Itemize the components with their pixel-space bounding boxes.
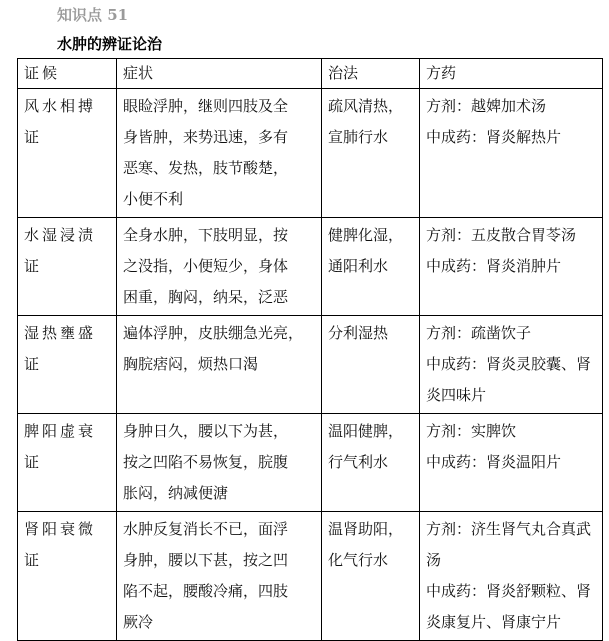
symptoms-cell: [117, 512, 322, 641]
table-row: [18, 316, 603, 414]
prescription-cell: [420, 512, 603, 641]
treatment-cell: [322, 316, 420, 414]
cell-text-line: 方剂：疏凿饮子: [426, 324, 532, 342]
cell-text-line: 胸脘痞闷，烦热口渴: [123, 355, 259, 373]
cell-text-line: 中成药：肾炎灵胶囊、肾: [426, 355, 592, 373]
cell-text-line: 温肾助阳，: [328, 520, 404, 538]
syndrome-cell: [18, 218, 117, 316]
cell-text-line: 湿热壅盛: [24, 324, 97, 342]
cell-text-line: 通阳利水: [328, 257, 389, 275]
cell-text-line: 水湿浸渍: [24, 226, 97, 244]
cell-text-line: 疏风清热，: [328, 97, 404, 115]
cell-text-line: 化气行水: [328, 551, 389, 569]
cell-text-line: 证: [24, 128, 43, 146]
cell-text-line: 胀闷，纳减便溏: [123, 484, 229, 502]
cell-text-line: 之没指，小便短少，身体: [123, 257, 289, 275]
cell-text-line: 身肿，腰以下甚，按之凹: [123, 551, 289, 569]
syndrome-cell: [18, 414, 117, 512]
prescription-cell: [420, 414, 603, 512]
table-row: [18, 89, 603, 218]
section-label: 知识点 51: [57, 6, 129, 24]
cell-text-line: 身肿日久，腰以下为甚，: [123, 422, 289, 440]
cell-text-line: 肾阳衰微: [24, 520, 97, 538]
cell-text-line: 水肿反复消长不已，面浮: [123, 520, 289, 538]
prescription-cell: [420, 316, 603, 414]
header-syndrome: 证候: [18, 59, 117, 89]
cell-text-line: 中成药：肾炎温阳片: [426, 453, 562, 471]
cell-text-line: 方剂：实脾饮: [426, 422, 517, 440]
cell-text-line: 困重，胸闷，纳呆，泛恶: [123, 288, 289, 306]
treatment-cell: [322, 218, 420, 316]
cell-text-line: 方剂：五皮散合胃苓汤: [426, 226, 577, 244]
symptoms-cell: [117, 414, 322, 512]
header-prescription: 方药: [420, 59, 603, 89]
cell-text-line: 小便不利: [123, 190, 184, 208]
page-title: 水肿的辨证论治: [57, 35, 163, 53]
table-body: [18, 89, 603, 641]
cell-text-line: 行气利水: [328, 453, 389, 471]
cell-text-line: 健脾化湿，: [328, 226, 404, 244]
cell-text-line: 证: [24, 257, 43, 275]
table-row: [18, 512, 603, 641]
cell-text-line: 证: [24, 453, 43, 471]
prescription-cell: [420, 218, 603, 316]
cell-text-line: 分利湿热: [328, 324, 389, 342]
cell-text-line: 汤: [426, 551, 442, 569]
syndrome-cell: [18, 316, 117, 414]
syndrome-table: [17, 58, 603, 641]
cell-text-line: 按之凹陷不易恢复，脘腹: [123, 453, 289, 471]
treatment-cell: [322, 89, 420, 218]
cell-text-line: 中成药：肾炎解热片: [426, 128, 562, 146]
cell-text-line: 风水相搏: [24, 97, 97, 115]
symptoms-cell: [117, 218, 322, 316]
cell-text-line: 全身水肿，下肢明显，按: [123, 226, 289, 244]
header-symptoms: 症状: [117, 59, 322, 89]
cell-text-line: 脾阳虚衰: [24, 422, 97, 440]
cell-text-line: 宣肺行水: [328, 128, 389, 146]
treatment-cell: [322, 512, 420, 641]
symptoms-cell: [117, 89, 322, 218]
syndrome-cell: [18, 89, 117, 218]
cell-text-line: 证: [24, 551, 43, 569]
cell-text-line: 方剂：济生肾气丸合真武: [426, 520, 592, 538]
cell-text-line: 恶寒、发热，肢节酸楚，: [123, 159, 289, 177]
prescription-cell: [420, 89, 603, 218]
header-treatment: 治法: [322, 59, 420, 89]
syndrome-cell: [18, 512, 117, 641]
cell-text-line: 眼睑浮肿，继则四肢及全: [123, 97, 289, 115]
table-row: [18, 414, 603, 512]
cell-text-line: 中成药：肾炎舒颗粒、肾: [426, 582, 592, 600]
cell-text-line: 遍体浮肿，皮肤绷急光亮，: [123, 324, 304, 342]
cell-text-line: 中成药：肾炎消肿片: [426, 257, 562, 275]
cell-text-line: 温阳健脾，: [328, 422, 404, 440]
cell-text-line: 陷不起，腰酸冷痛，四肢: [123, 582, 289, 600]
treatment-cell: [322, 414, 420, 512]
cell-text-line: 炎康复片、肾康宁片: [426, 613, 562, 631]
cell-text-line: 证: [24, 355, 43, 373]
table-header-row: [18, 59, 603, 89]
cell-text-line: 炎四味片: [426, 386, 487, 404]
table-row: [18, 218, 603, 316]
cell-text-line: 方剂：越婢加术汤: [426, 97, 547, 115]
cell-text-line: 厥冷: [123, 613, 154, 631]
cell-text-line: 身皆肿，来势迅速，多有: [123, 128, 289, 146]
symptoms-cell: [117, 316, 322, 414]
